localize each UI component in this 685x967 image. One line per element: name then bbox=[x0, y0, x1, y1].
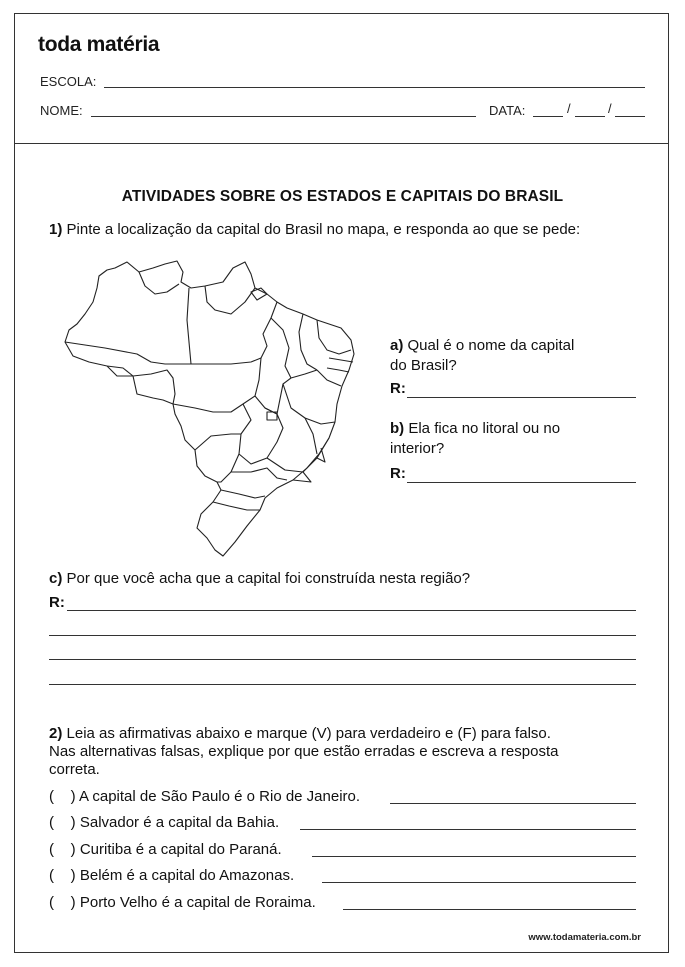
state-border bbox=[271, 318, 291, 378]
date-month-field[interactable] bbox=[575, 116, 605, 117]
checkbox-paren[interactable]: ( ) bbox=[49, 894, 76, 911]
state-border bbox=[327, 368, 349, 372]
checkbox-paren[interactable]: ( ) bbox=[49, 788, 76, 805]
answer-label: R: bbox=[390, 380, 406, 397]
question-text: Ela fica no litoral ou no bbox=[408, 420, 561, 437]
answer-line-2[interactable] bbox=[300, 829, 636, 830]
question-2-line2: Nas alternativas falsas, explique por que estão erradas e escreva a resposta bbox=[49, 743, 559, 760]
answer-line-1a[interactable] bbox=[407, 397, 636, 398]
state-border bbox=[283, 384, 335, 424]
state-border bbox=[299, 314, 317, 370]
question-2-line3: correta. bbox=[49, 761, 100, 778]
escola-field[interactable] bbox=[104, 87, 645, 88]
checkbox-paren[interactable]: ( ) bbox=[49, 867, 76, 884]
answer-line-1c[interactable] bbox=[49, 684, 636, 685]
nome-label: NOME: bbox=[40, 103, 83, 118]
page-title: ATIVIDADES SOBRE OS ESTADOS E CAPITAIS DO BRASIL bbox=[121, 188, 564, 205]
state-border bbox=[217, 454, 239, 482]
state-border bbox=[195, 434, 241, 450]
logo: toda matéria bbox=[38, 33, 160, 56]
date-separator: / bbox=[608, 101, 612, 116]
answer-line-2[interactable] bbox=[322, 882, 636, 883]
question-1a bbox=[390, 337, 574, 355]
state-border bbox=[187, 288, 191, 364]
state-border bbox=[329, 358, 353, 362]
state-border bbox=[291, 370, 317, 378]
date-year-field[interactable] bbox=[615, 116, 645, 117]
brazil-map[interactable] bbox=[55, 258, 375, 560]
state-border bbox=[317, 370, 341, 386]
question-1b bbox=[390, 420, 560, 438]
question-1a-line2: do Brasil? bbox=[390, 357, 457, 374]
answer-label: R: bbox=[49, 594, 65, 611]
question-text: Pinte a localização da capital do Brasil no mapa, e responda ao que se pede: bbox=[66, 221, 581, 238]
statement-item bbox=[49, 841, 282, 859]
statement-text: Curitiba é a capital do Paraná. bbox=[79, 841, 282, 858]
state-border bbox=[221, 490, 265, 498]
answer-line-1c[interactable] bbox=[49, 659, 636, 660]
question-text: Qual é o nome da capital bbox=[407, 337, 575, 354]
answer-line-1c[interactable] bbox=[67, 610, 636, 611]
question-1 bbox=[49, 221, 580, 239]
question-text: Leia as afirmativas abaixo e marque (V) para verdadeiro e (F) para falso. bbox=[66, 725, 551, 742]
question-number: 2) bbox=[49, 725, 63, 742]
answer-line-2[interactable] bbox=[390, 803, 636, 804]
answer-line-1b[interactable] bbox=[407, 482, 636, 483]
data-label: DATA: bbox=[489, 103, 526, 118]
checkbox-paren[interactable]: ( ) bbox=[49, 841, 76, 858]
answer-line-2[interactable] bbox=[312, 856, 636, 857]
escola-label: ESCOLA: bbox=[40, 74, 97, 89]
question-1c bbox=[49, 570, 470, 588]
state-border bbox=[239, 404, 267, 464]
state-border bbox=[139, 272, 179, 294]
statement-text: A capital de São Paulo é o Rio de Janeiro. bbox=[79, 788, 361, 805]
question-letter: a) bbox=[390, 337, 404, 354]
question-letter: c) bbox=[49, 570, 63, 587]
answer-line-1c[interactable] bbox=[49, 635, 636, 636]
statement-text: Salvador é a capital da Bahia. bbox=[79, 814, 280, 831]
state-border bbox=[133, 370, 175, 404]
state-border bbox=[205, 286, 255, 314]
question-text: Por que você acha que a capital foi construída nesta região? bbox=[66, 570, 471, 587]
state-border bbox=[213, 502, 260, 510]
date-separator: / bbox=[567, 101, 571, 116]
nome-field[interactable] bbox=[91, 116, 476, 117]
checkbox-paren[interactable]: ( ) bbox=[49, 814, 76, 831]
state-border bbox=[65, 342, 191, 364]
statement-text: Belém é a capital do Amazonas. bbox=[79, 867, 295, 884]
answer-label: R: bbox=[390, 465, 406, 482]
state-border bbox=[231, 468, 287, 480]
question-1b-line2: interior? bbox=[390, 440, 445, 457]
footer-url: www.todamateria.com.br bbox=[528, 932, 641, 943]
statement-item bbox=[49, 867, 294, 885]
question-number: 1) bbox=[49, 221, 63, 238]
statement-item bbox=[49, 814, 279, 832]
question-2 bbox=[49, 725, 551, 743]
statement-item bbox=[49, 894, 316, 912]
statement-text: Porto Velho é a capital de Roraima. bbox=[79, 894, 316, 911]
question-letter: b) bbox=[390, 420, 405, 437]
date-day-field[interactable] bbox=[533, 116, 563, 117]
state-border bbox=[305, 418, 317, 454]
state-border bbox=[173, 396, 255, 412]
state-border bbox=[265, 408, 329, 472]
statement-item bbox=[49, 788, 360, 806]
answer-line-2[interactable] bbox=[343, 909, 636, 910]
